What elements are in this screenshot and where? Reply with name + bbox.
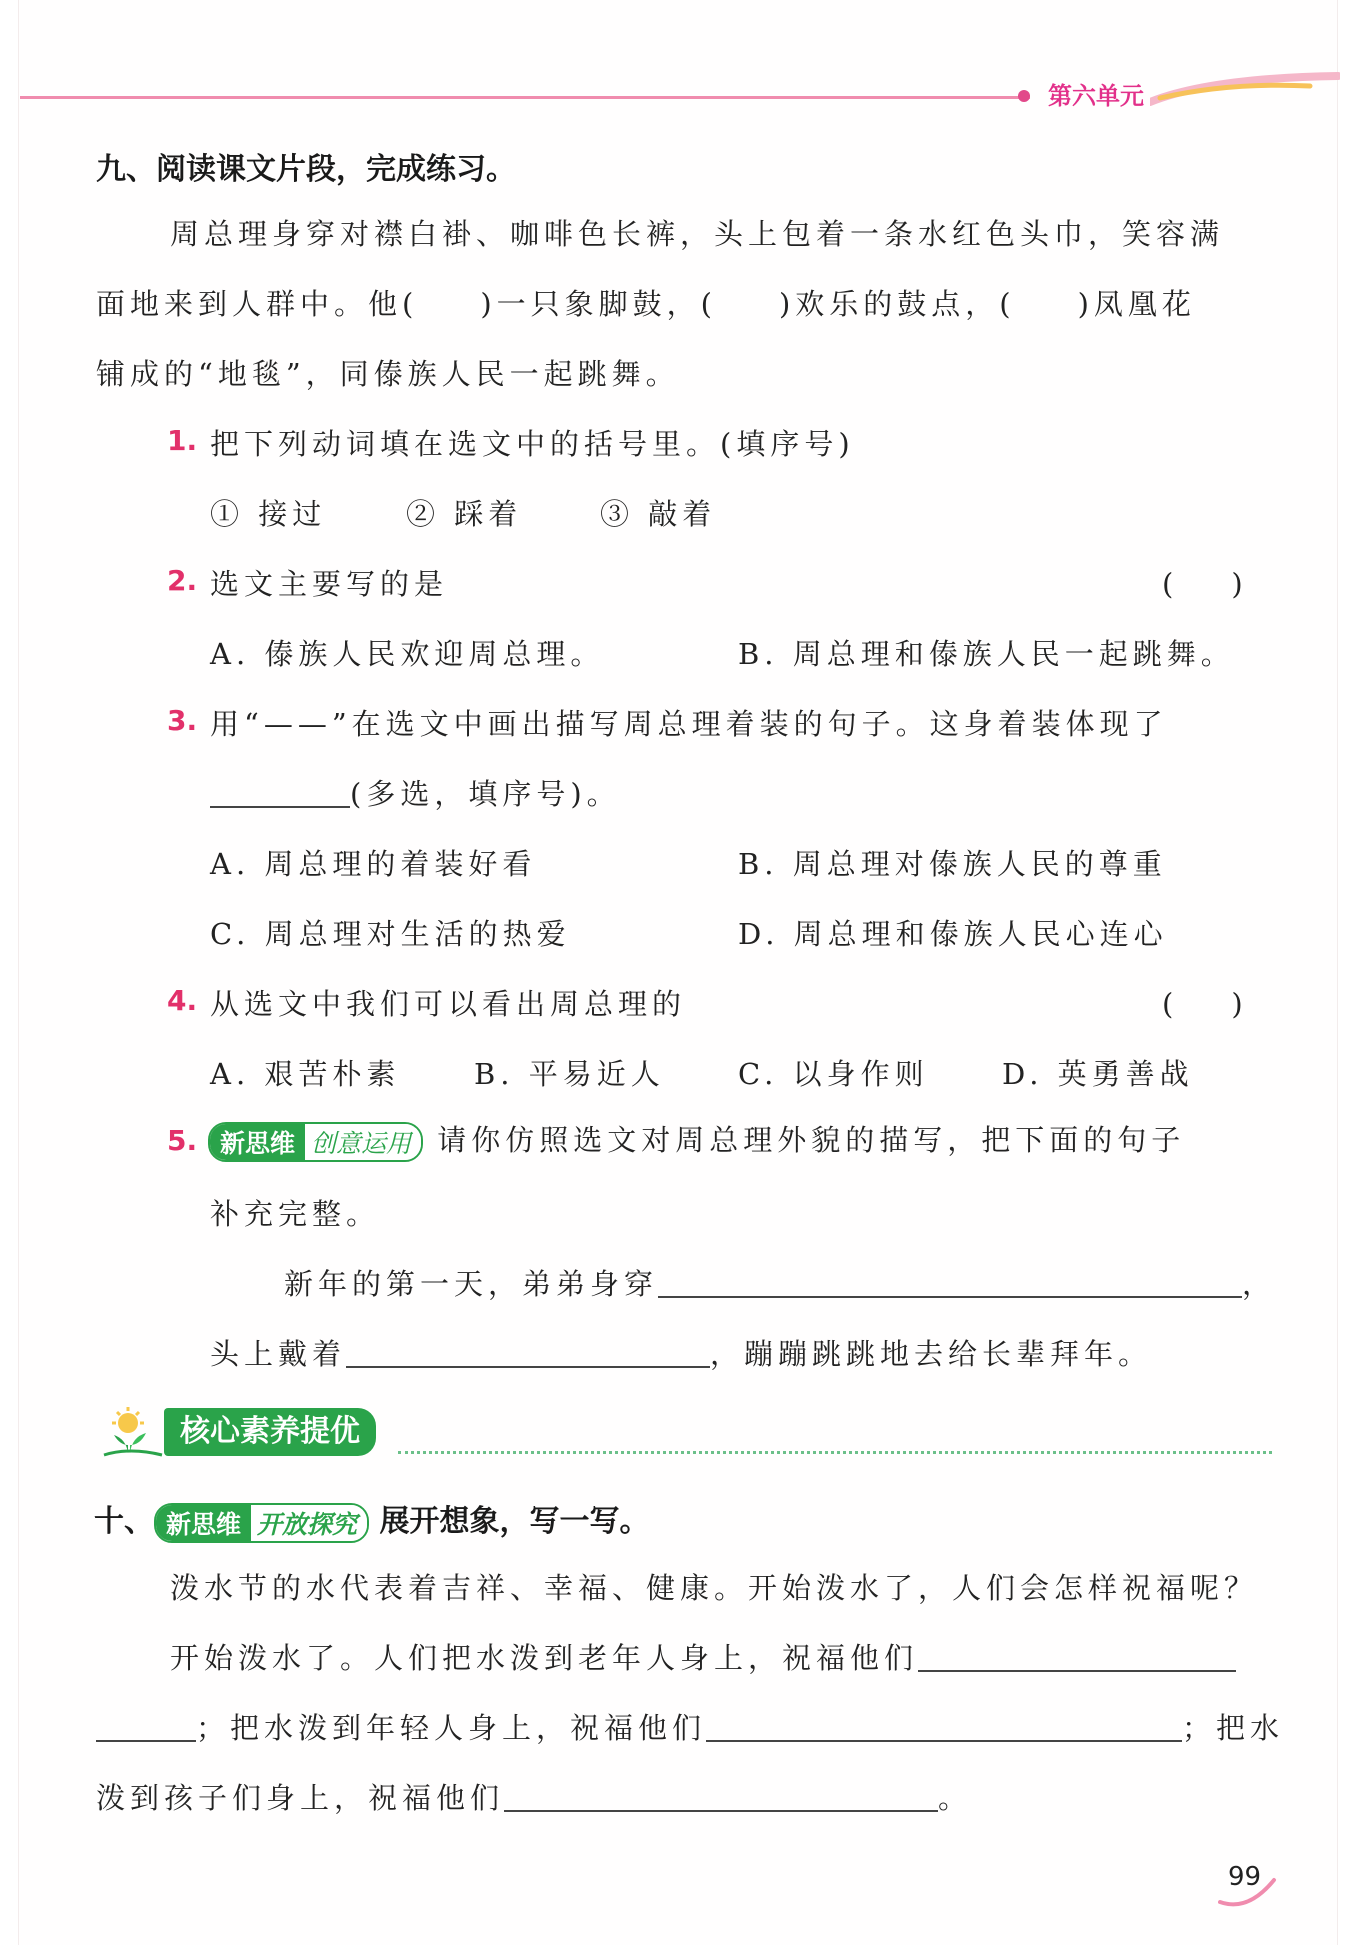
question-3-number: 3. (167, 704, 198, 737)
section-10-line-3: ；把水泼到年轻人身上，祝福他们 ；把水 (96, 1706, 1284, 1747)
question-1-text: 把下列动词填在选文中的括号里。(填序号) (210, 427, 855, 461)
passage-line-3: 铺成的“地毯”，同傣族人民一起跳舞。 (96, 357, 680, 391)
section-10-line-1: 泼水节的水代表着吉祥、幸福、健康。开始泼水了，人们会怎样祝福呢？ (170, 1571, 1259, 1605)
page-number: 99 (1228, 1862, 1262, 1892)
question-3-answer-blank[interactable] (210, 806, 350, 808)
banner-dotted-rule (398, 1451, 1272, 1454)
header-dot (1018, 90, 1030, 102)
section-10-line-2: 开始泼水了。人们把水泼到老年人身上，祝福他们 (170, 1636, 1236, 1677)
question-5-sentence-1: 新年的第一天，弟弟身穿 ， (284, 1267, 1277, 1301)
blessing-blank-children[interactable] (504, 1810, 938, 1812)
blessing-blank-youth[interactable] (706, 1740, 1182, 1742)
question-5-blank-1[interactable] (658, 1296, 1242, 1298)
passage-line-1: 周总理身穿对襟白褂、咖啡色长裤，头上包着一条水红色头巾，笑容满 (170, 217, 1225, 251)
question-1-option-2: ② 踩着 (406, 497, 523, 531)
section-10-title: 十、 新思维 开放探究 展开想象，写一写。 (94, 1496, 649, 1543)
question-4-option-a: A. 艰苦朴素 (210, 1057, 401, 1091)
question-3-text: 用“——”在选文中画出描写周总理着装的句子。这身着装体现了 (210, 707, 1168, 741)
question-1-option-3: ③ 敲着 (600, 497, 717, 531)
question-1-number: 1. (167, 424, 198, 457)
question-2-option-b: B. 周总理和傣族人民一起跳舞。 (738, 637, 1235, 671)
question-5-sentence-2: 头上戴着 ，蹦蹦跳跳地去给长辈拜年。 (210, 1337, 1153, 1371)
question-2-option-a: A. 傣族人民欢迎周总理。 (210, 637, 605, 671)
question-5-number: 5. (167, 1124, 198, 1157)
unit-title: 第六单元 (1048, 82, 1144, 110)
new-thinking-tag: 新思维 创意运用 (208, 1122, 423, 1162)
header-rule (20, 96, 1030, 99)
question-5-blank-2[interactable] (346, 1366, 710, 1368)
question-2-number: 2. (167, 564, 198, 597)
blessing-blank-elders-cont[interactable] (96, 1740, 196, 1742)
question-2-text: 选文主要写的是 (210, 567, 449, 601)
open-exploration-tag: 新思维 开放探究 (154, 1503, 369, 1543)
sprout-icon (100, 1405, 166, 1461)
question-3-option-a: A. 周总理的着装好看 (210, 847, 537, 881)
question-1-option-1: ① 接过 (210, 497, 327, 531)
question-3-option-b: B. 周总理对傣族人民的尊重 (738, 847, 1167, 881)
question-2-answer-paren[interactable]: ( ) (1162, 567, 1243, 601)
header-swoosh-decoration (1150, 72, 1340, 112)
section-10-line-4: 泼到孩子们身上，祝福他们 。 (96, 1781, 973, 1815)
question-4-answer-paren[interactable]: ( ) (1162, 987, 1243, 1021)
section-9-title: 九、阅读课文片段，完成练习。 (96, 152, 516, 187)
question-3-option-d: D. 周总理和傣族人民心连心 (738, 917, 1168, 951)
question-4-text: 从选文中我们可以看出周总理的 (210, 987, 687, 1021)
question-5-line-1: 新思维 创意运用 请你仿照选文对周总理外貌的描写，把下面的句子 (208, 1118, 1185, 1162)
question-4-option-c: C. 以身作则 (738, 1057, 929, 1091)
passage-line-2: 面地来到人群中。他( )一只象脚鼓，( )欢乐的鼓点，( )凤凰花 (96, 287, 1196, 321)
question-5-line-2: 补充完整。 (210, 1197, 381, 1231)
question-3-option-c: C. 周总理对生活的热爱 (210, 917, 571, 951)
question-4-number: 4. (167, 984, 198, 1017)
blessing-blank-elders[interactable] (918, 1670, 1236, 1672)
question-3-line-2: (多选，填序号)。 (210, 772, 621, 813)
question-4-option-b: B. 平易近人 (474, 1057, 665, 1091)
core-literacy-banner: 核心素养提优 (164, 1408, 376, 1456)
question-4-option-d: D. 英勇善战 (1002, 1057, 1194, 1091)
